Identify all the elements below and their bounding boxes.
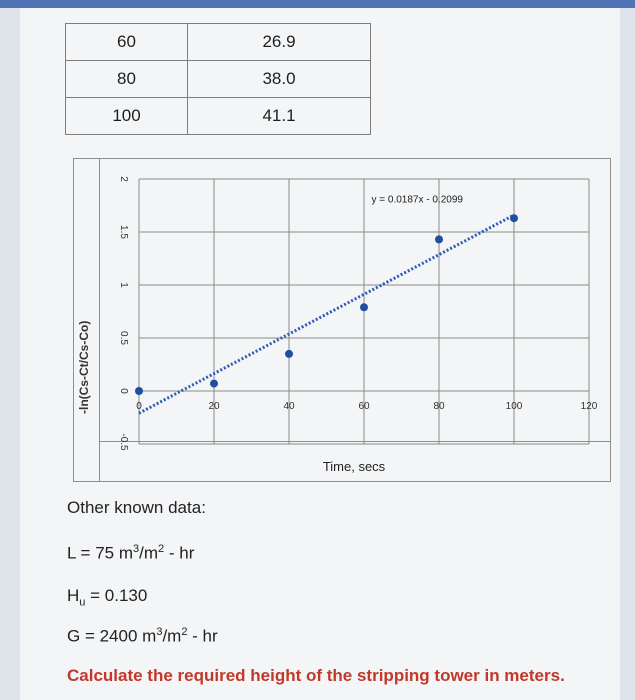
y-tick-label: -0.5: [118, 433, 129, 451]
y-axis-label: -ln(Cs-Ct/Cs-Co): [77, 320, 91, 414]
scatter-plot: [74, 159, 610, 481]
y-tick-label: 1: [118, 282, 129, 288]
data-point: [285, 350, 293, 358]
data-point: [210, 380, 218, 388]
table-row: [66, 24, 371, 61]
gas-rate: G = 2400 $m^3/m^2$ - hr: [67, 626, 218, 646]
trendline: [139, 215, 514, 413]
table-row: [66, 61, 371, 98]
x-tick-label: 80: [433, 401, 445, 412]
liquid-rate: L = 75 $m^3/m^2$ - hr: [67, 543, 195, 563]
data-point: [435, 235, 443, 243]
notes-heading: Other known data:: [67, 498, 206, 517]
x-tick-label: 40: [283, 401, 295, 412]
value-cell: 38.0: [188, 61, 371, 98]
y-tick-label: 0: [118, 388, 129, 394]
y-tick-label: 1.5: [118, 225, 129, 239]
y-tick-label: 2: [118, 176, 129, 182]
x-tick-label: 20: [208, 401, 220, 412]
y-tick-label: 0.5: [118, 331, 129, 345]
data-point: [135, 387, 143, 395]
chart-container: [73, 158, 611, 482]
value-cell: 26.9: [188, 24, 371, 61]
x-axis-label: Time, secs: [322, 459, 386, 474]
data-point: [510, 214, 518, 222]
x-tick-label: 120: [580, 401, 598, 412]
x-tick-label: 0: [136, 401, 142, 412]
x-tick-label: 60: [358, 401, 370, 412]
document-page: [20, 8, 620, 700]
top-strip: [0, 0, 635, 8]
time-cell: 80: [66, 61, 188, 98]
time-cell: 100: [66, 98, 188, 135]
question-text: Calculate the required height of the stripping tower in meters.: [67, 666, 565, 685]
x-tick-label: 100: [505, 401, 523, 412]
height-transfer-unit: $H_u = 0.130$: [67, 586, 148, 609]
data-table: [65, 23, 371, 135]
table-row: [66, 98, 371, 135]
time-cell: 60: [66, 24, 188, 61]
trendline-equation: y = 0.0187x - 0.2099: [371, 194, 463, 206]
data-point: [360, 303, 368, 311]
value-cell: 41.1: [188, 98, 371, 135]
